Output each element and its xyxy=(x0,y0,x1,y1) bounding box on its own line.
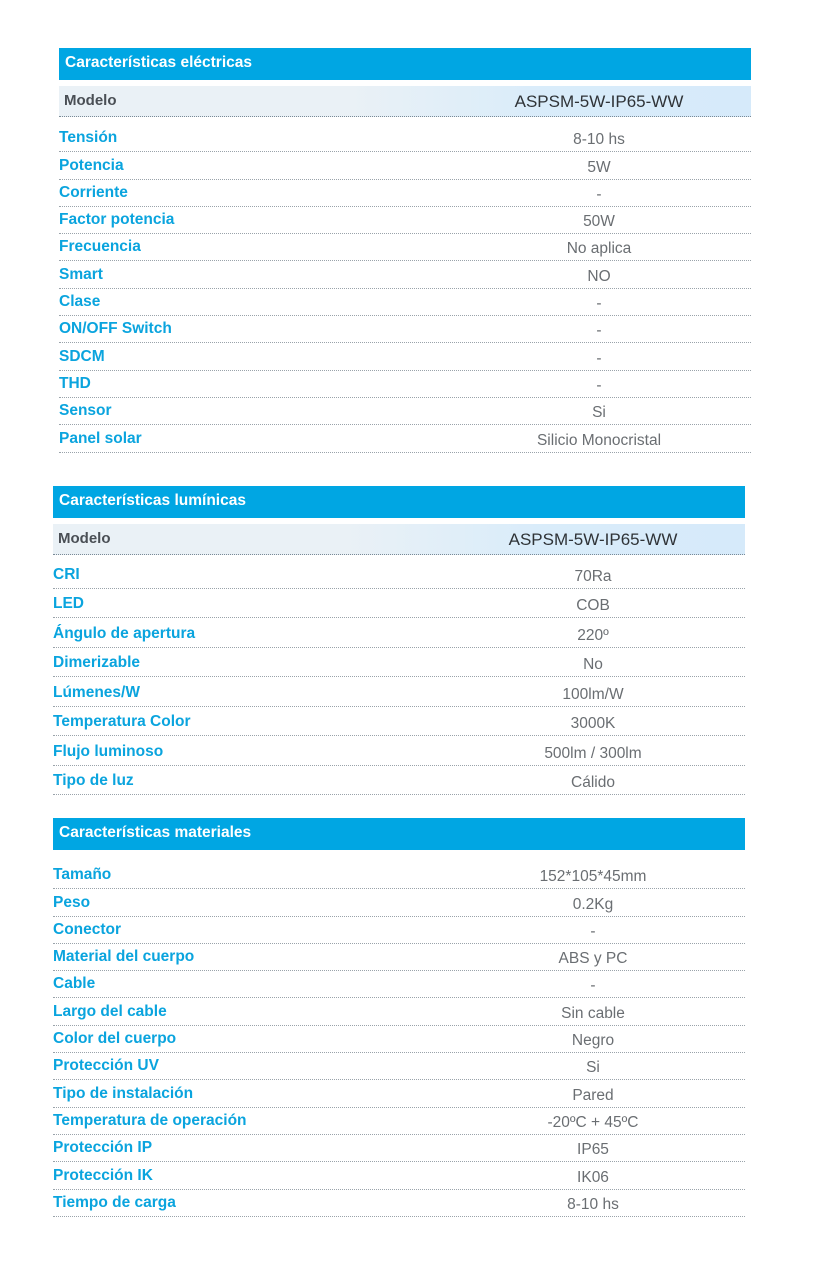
spec-row xyxy=(53,1080,745,1107)
spec-row xyxy=(59,371,751,398)
spec-row xyxy=(53,1135,745,1162)
spec-row xyxy=(59,261,751,288)
section-materiales xyxy=(53,818,745,1217)
spec-row xyxy=(59,234,751,261)
spec-row xyxy=(53,889,745,916)
spec-value: 220º xyxy=(577,626,609,644)
spec-label: Sensor xyxy=(59,402,112,420)
model-row-luminicas xyxy=(53,524,745,555)
spec-row xyxy=(59,343,751,370)
spec-label: Potencia xyxy=(59,156,124,174)
model-label: Modelo xyxy=(58,530,111,547)
spec-row xyxy=(53,648,745,678)
spec-value: No xyxy=(583,656,603,673)
spec-row xyxy=(53,998,745,1025)
spec-label: Peso xyxy=(53,893,91,911)
model-label: Modelo xyxy=(64,92,117,109)
spec-label: Cable xyxy=(53,975,96,993)
spec-row xyxy=(59,180,751,207)
spec-label: Temperatura de operación xyxy=(53,1111,247,1129)
spec-label: Tipo de luz xyxy=(53,772,134,789)
spec-row xyxy=(53,1108,745,1135)
spec-value: IK06 xyxy=(577,1168,609,1186)
spec-value: 8-10 hs xyxy=(567,1195,619,1213)
spec-value: NO xyxy=(587,267,611,285)
spec-row xyxy=(59,398,751,425)
spec-label: Tiempo de carga xyxy=(53,1193,176,1211)
spec-value: Silicio Monocristal xyxy=(536,431,662,449)
spec-label: THD xyxy=(59,374,91,392)
section-title-electricas: Características eléctricas xyxy=(59,48,751,80)
spec-row xyxy=(53,618,745,648)
spec-row xyxy=(53,559,745,589)
spec-label: Clase xyxy=(59,293,101,311)
spec-value: 70Ra xyxy=(574,567,612,585)
spec-value: 100lm/W xyxy=(562,685,624,703)
spec-value: Negro xyxy=(571,1032,615,1050)
spec-row xyxy=(53,1053,745,1080)
spec-row xyxy=(59,289,751,316)
spec-label: Corriente xyxy=(59,183,128,201)
spec-value: - xyxy=(596,376,602,394)
spec-row xyxy=(53,971,745,998)
spec-row xyxy=(53,944,745,971)
spec-label: Protección IK xyxy=(53,1166,153,1184)
spec-label: Color del cuerpo xyxy=(53,1030,177,1048)
spec-value: - xyxy=(590,977,596,995)
spec-row xyxy=(53,917,745,944)
spec-value: 3000K xyxy=(570,715,616,732)
spec-label: Tamaño xyxy=(53,866,112,884)
spec-label: Flujo luminoso xyxy=(53,742,164,760)
spec-row xyxy=(59,425,751,452)
spec-row xyxy=(53,862,745,889)
spec-value: Sin cable xyxy=(561,1004,625,1022)
spec-label: Largo del cable xyxy=(53,1002,167,1020)
spec-label: Panel solar xyxy=(59,429,142,447)
spec-value: - xyxy=(596,185,602,203)
model-value: ASPSM-5W-IP65-WW xyxy=(508,530,678,549)
spec-label: Tipo de instalación xyxy=(53,1084,194,1102)
spec-value: 50W xyxy=(583,213,615,231)
spec-value: IP65 xyxy=(577,1141,609,1159)
spec-value: Cálido xyxy=(571,774,615,791)
spec-value: ABS y PC xyxy=(558,950,628,968)
spec-label: SDCM xyxy=(59,347,105,365)
section-title-luminicas: Características lumínicas xyxy=(53,486,745,518)
spec-label: Tensión xyxy=(59,129,118,147)
spec-value: - xyxy=(596,295,602,313)
section-electricas xyxy=(59,48,751,453)
spec-value: - xyxy=(590,922,596,940)
spec-value: -20ºC + 45ºC xyxy=(547,1113,639,1131)
spec-value: - xyxy=(596,349,602,367)
spec-row xyxy=(53,707,745,737)
spec-list-materiales xyxy=(53,862,745,1217)
spec-label: Material del cuerpo xyxy=(53,948,195,966)
spec-list-luminicas xyxy=(53,559,745,795)
spec-label: Protección IP xyxy=(53,1139,153,1157)
spec-value: 5W xyxy=(587,158,611,176)
spec-row xyxy=(53,677,745,707)
spec-value: Pared xyxy=(572,1086,614,1104)
spec-label: Conector xyxy=(53,920,122,938)
spec-value: - xyxy=(596,322,602,340)
spec-row xyxy=(53,1190,745,1217)
spec-row xyxy=(53,1026,745,1053)
spec-row xyxy=(59,316,751,343)
spec-row xyxy=(53,589,745,619)
spec-row xyxy=(59,152,751,179)
spec-label: CRI xyxy=(53,565,80,583)
spec-label: Factor potencia xyxy=(59,211,175,229)
spec-label: Ángulo de apertura xyxy=(53,624,196,642)
model-value: ASPSM-5W-IP65-WW xyxy=(514,92,684,111)
spec-value: Si xyxy=(592,404,606,422)
spec-value: Si xyxy=(586,1059,600,1077)
spec-row xyxy=(53,736,745,766)
spec-value: COB xyxy=(576,597,610,614)
section-luminicas xyxy=(53,486,745,795)
spec-row xyxy=(59,207,751,234)
spec-value: 500lm / 300lm xyxy=(544,744,642,762)
spec-row xyxy=(59,125,751,152)
spec-label: Protección UV xyxy=(53,1057,159,1075)
spec-label: Lúmenes/W xyxy=(53,683,140,701)
section-title-materiales: Características materiales xyxy=(53,818,745,850)
spec-value: No aplica xyxy=(566,240,632,258)
spec-label: Frecuencia xyxy=(59,238,141,256)
spec-label: LED xyxy=(53,595,84,612)
spec-list-electricas xyxy=(59,125,751,453)
spec-row xyxy=(53,766,745,796)
spec-value: 152*105*45mm xyxy=(539,868,647,886)
spec-label: Temperatura Color xyxy=(53,713,191,730)
spec-value: 0.2Kg xyxy=(572,895,614,913)
spec-value: 8-10 hs xyxy=(573,131,625,149)
spec-row xyxy=(53,1162,745,1189)
spec-label: Dimerizable xyxy=(53,654,141,671)
model-row-electricas xyxy=(59,86,751,117)
spec-label: ON/OFF Switch xyxy=(59,320,172,338)
spec-label: Smart xyxy=(59,265,103,283)
